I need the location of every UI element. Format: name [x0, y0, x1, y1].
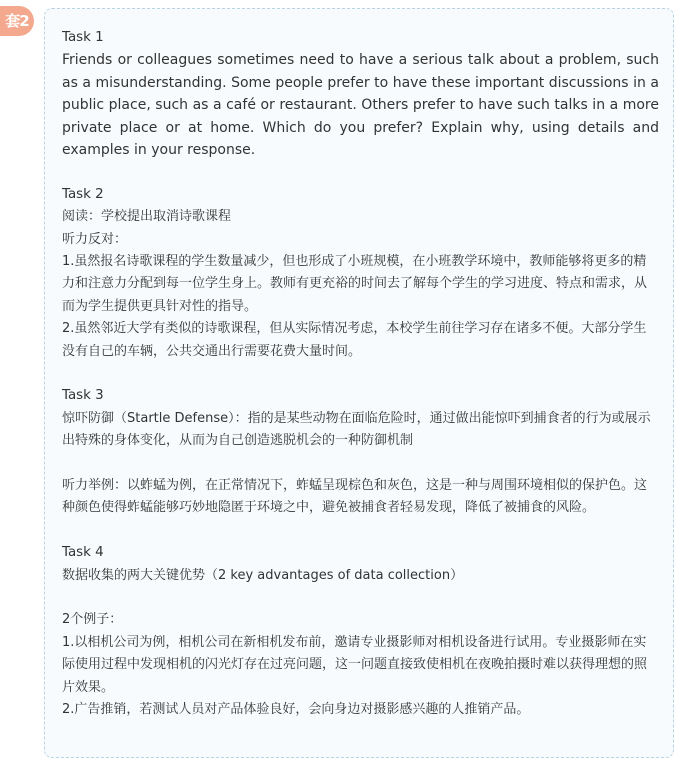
- task2-heading: Task 2: [62, 186, 104, 202]
- spacer: [62, 520, 659, 542]
- task1-prompt: Friends or colleagues sometimes need to have a serious talk about a problem, such as a misunderstanding. Some people prefer to have these important discussions in a public place, such as a café or restaurant. Others prefer to have such talks in a more private place or at home. Which do you prefer? Explain why, using details and examples in your response.: [62, 52, 659, 159]
- task4-example1: 1.以相机公司为例，相机公司在新相机发布前，邀请专业摄影师对相机设备进行试用。专业摄影师在实际使用过程中发现相机的闪光灯存在过亮问题，这一问题直接致使相机在夜晚拍摄时难以获得理想的照片效果。: [62, 634, 648, 695]
- set-badge: 套2: [0, 6, 34, 36]
- spacer: [62, 453, 659, 475]
- task2-point1: 1.虽然报名诗歌课程的学生数量减少，但也形成了小班规模，在小班教学环境中，教师能够将更多的精力和注意力分配到每一位学生身上。教师有更充裕的时间去了解每个学生的学习进度、特点和需求，从而为学生提供更具针对性的指导。: [62, 254, 648, 314]
- task2-listening-label: 听力反对：: [62, 231, 128, 247]
- task4-heading: Task 4: [62, 545, 104, 561]
- task1-heading: Task 1: [62, 30, 104, 45]
- content-card: [44, 8, 674, 758]
- task3-example: 听力举例：以蚱蜢为例，在正常情况下，蚱蜢呈现棕色和灰色，这是一种与周围环境相似的保护色。这种颜色使得蚱蜢能够巧妙地隐匿于环境之中，避免被捕食者轻易发现，降低了被捕食的风险。: [62, 478, 648, 516]
- task3-definition: 惊吓防御（Startle Defense）：指的是某些动物在面临危险时，通过做出能惊吓到捕食者的行为或展示出特殊的身体变化，从而为自己创造逃脱机会的一种防御机制: [62, 410, 651, 449]
- task4-examples-label: 2个例子：: [62, 612, 123, 628]
- task3-heading: Task 3: [62, 388, 104, 404]
- task2-reading: 阅读：学校提出取消诗歌课程: [62, 209, 232, 225]
- spacer: [62, 161, 659, 183]
- task4-example2: 2.广告推销，若测试人员对产品体验良好，会向身边对摄影感兴趣的人推销产品。: [62, 702, 530, 718]
- spacer: [62, 587, 659, 609]
- task2-point2: 2.虽然邻近大学有类似的诗歌课程，但从实际情况考虑，本校学生前往学习存在诸多不便。大部分学生没有自己的车辆，公共交通出行需要花费大量时间。: [62, 321, 647, 359]
- spacer: [62, 363, 659, 385]
- task4-topic: 数据收集的两大关键优势（2 key advantages of data collection）: [62, 567, 464, 583]
